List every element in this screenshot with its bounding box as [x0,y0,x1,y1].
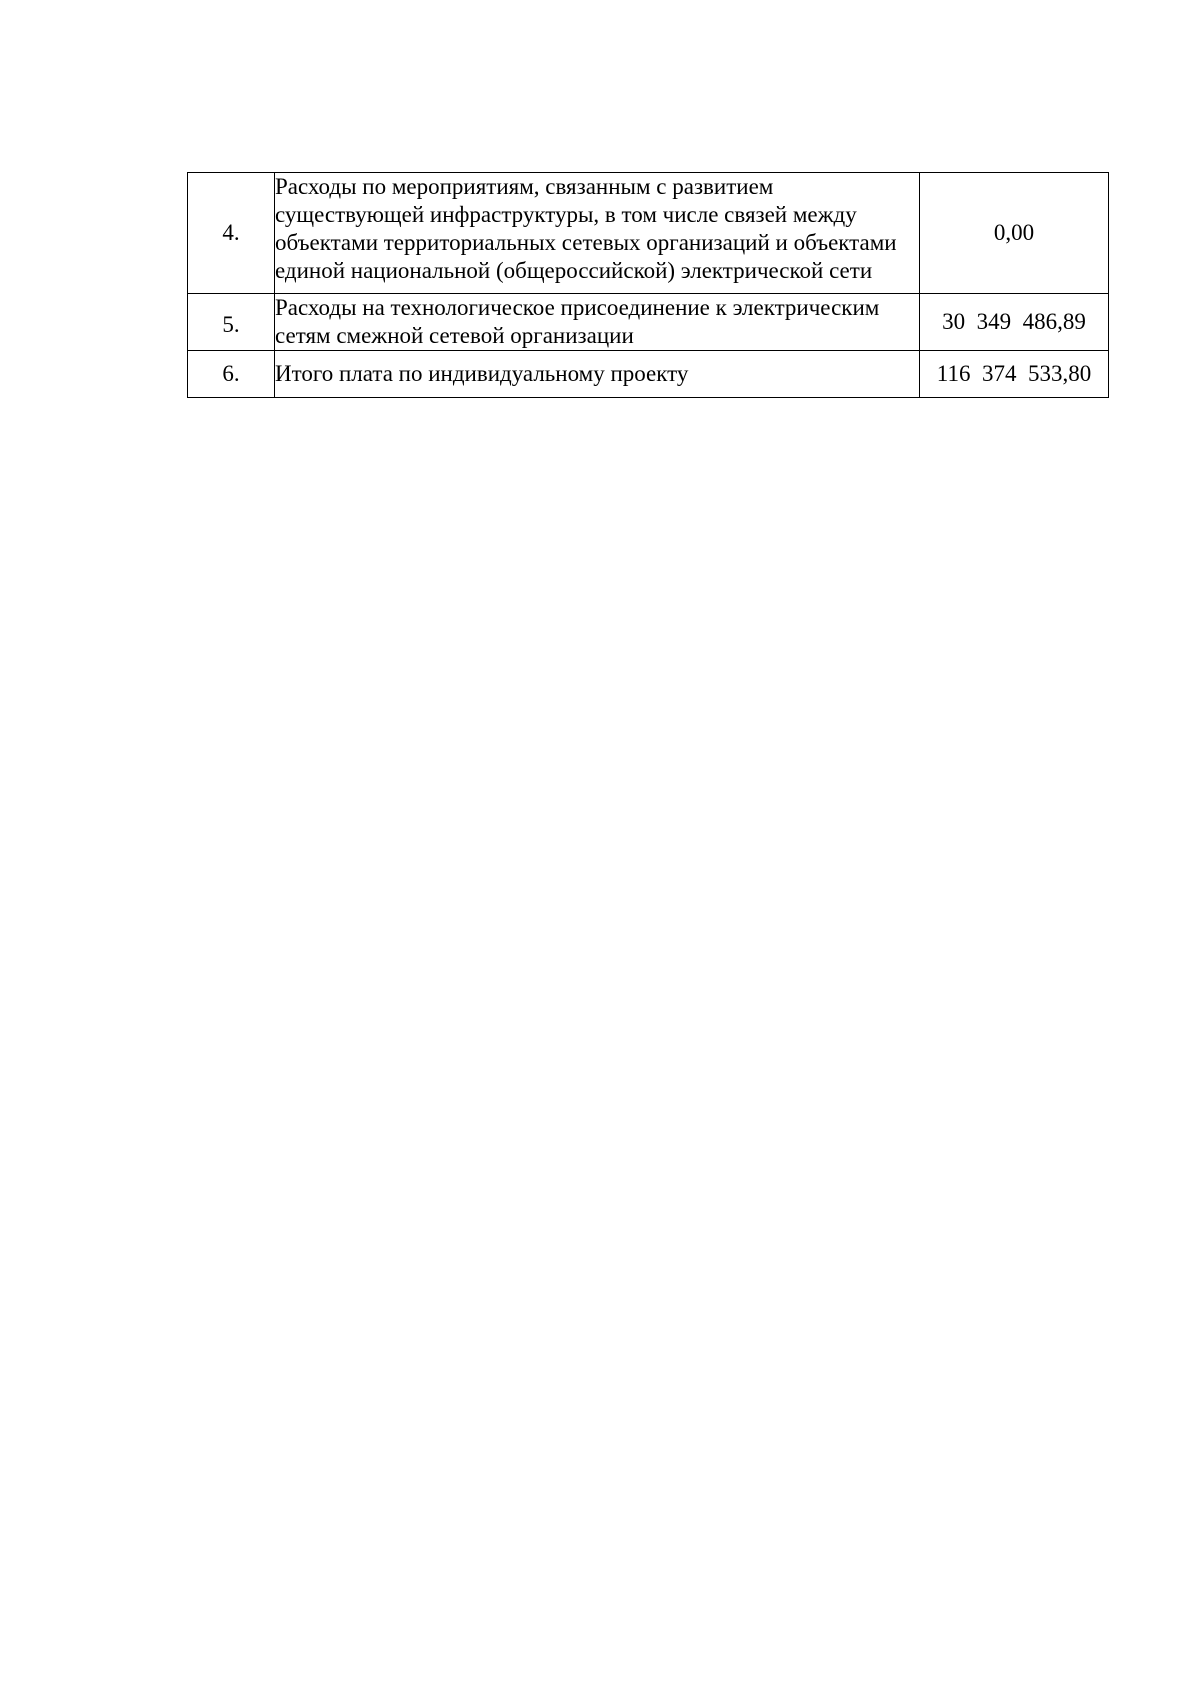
row-number: 4. [188,173,275,294]
row-number: 6. [188,351,275,398]
table-row [188,173,1109,294]
row-value: 30 349 486,89 [920,294,1109,351]
row-description: Итого плата по индивидуальному проекту [275,351,920,398]
table-row [188,294,1109,351]
row-value: 116 374 533,80 [920,351,1109,398]
cost-table [187,172,1109,398]
row-value: 0,00 [920,173,1109,294]
row-description: Расходы на технологическое присоединение к электрическим сетям смежной сетевой организации [275,294,920,351]
row-description: Расходы по мероприятиям, связанным с развитием существующей инфраструктуры, в том числе связей между объектами территориальных сетевых организаций и объектами единой национальной (общероссийской) электрической сети [275,173,920,294]
table-row [188,351,1109,398]
row-number: 5. [188,294,275,351]
